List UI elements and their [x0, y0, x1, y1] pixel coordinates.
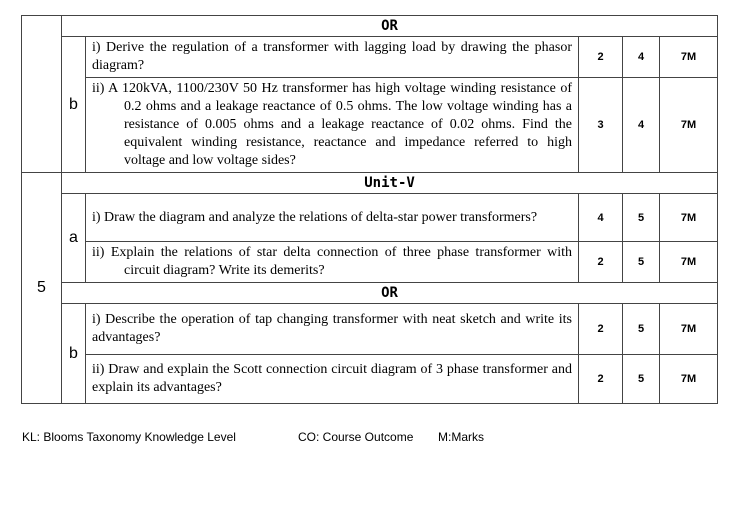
marks-value: 7M	[660, 37, 718, 78]
legend-marks: M:Marks	[438, 430, 484, 444]
question-4b-i: i) Derive the regulation of a transformer with lagging load by drawing the phasor diagram?	[86, 37, 579, 78]
question-table	[21, 15, 718, 404]
kl-value: 2	[579, 304, 623, 355]
or-separator: OR	[62, 16, 718, 37]
question-4b-ii-text: ii) A 120kVA, 1100/230V 50 Hz transformer has high voltage winding resistance of 0.2 ohms and a leakage reactance of 0.5 ohms. The low voltage winding has a resistance of 0.005 ohms and a leakage reactance of 0.02 ohms. Find the equivalent winding resistance, reactance and impedance referred to high voltage and low voltage sides?	[92, 81, 572, 168]
part-label-a: a	[62, 194, 86, 283]
co-value: 5	[623, 194, 660, 242]
unit-header: Unit-V	[62, 173, 718, 194]
co-value: 5	[623, 304, 660, 355]
question-5a-i: i) Draw the diagram and analyze the relations of delta-star power transformers?	[86, 194, 579, 242]
kl-value: 2	[579, 242, 623, 283]
co-value: 5	[623, 355, 660, 404]
legend-co: CO: Course Outcome	[298, 430, 414, 444]
marks-value: 7M	[660, 78, 718, 173]
question-number-5: 5	[22, 173, 62, 404]
kl-value: 2	[579, 355, 623, 404]
marks-value: 7M	[660, 355, 718, 404]
part-label-b: b	[62, 37, 86, 173]
co-value: 4	[623, 78, 660, 173]
kl-value: 3	[579, 78, 623, 173]
or-separator: OR	[62, 283, 718, 304]
question-4b-ii	[86, 78, 579, 173]
question-5a-ii-text: ii) Explain the relations of star delta connection of three phase transformer with circuit diagram? Write its demerits?	[92, 245, 572, 278]
kl-value: 2	[579, 37, 623, 78]
question-5b-ii: ii) Draw and explain the Scott connection circuit diagram of 3 phase transformer and explain its advantages?	[86, 355, 579, 404]
co-value: 4	[623, 37, 660, 78]
marks-value: 7M	[660, 194, 718, 242]
marks-value: 7M	[660, 242, 718, 283]
marks-value: 7M	[660, 304, 718, 355]
part-label-b: b	[62, 304, 86, 404]
co-value: 5	[623, 242, 660, 283]
kl-value: 4	[579, 194, 623, 242]
question-5a-ii	[86, 242, 579, 283]
prev-question-number-cell	[22, 16, 62, 173]
legend-kl: KL: Blooms Taxonomy Knowledge Level	[22, 430, 236, 444]
question-5b-i: i) Describe the operation of tap changing transformer with neat sketch and write its advantages?	[86, 304, 579, 355]
